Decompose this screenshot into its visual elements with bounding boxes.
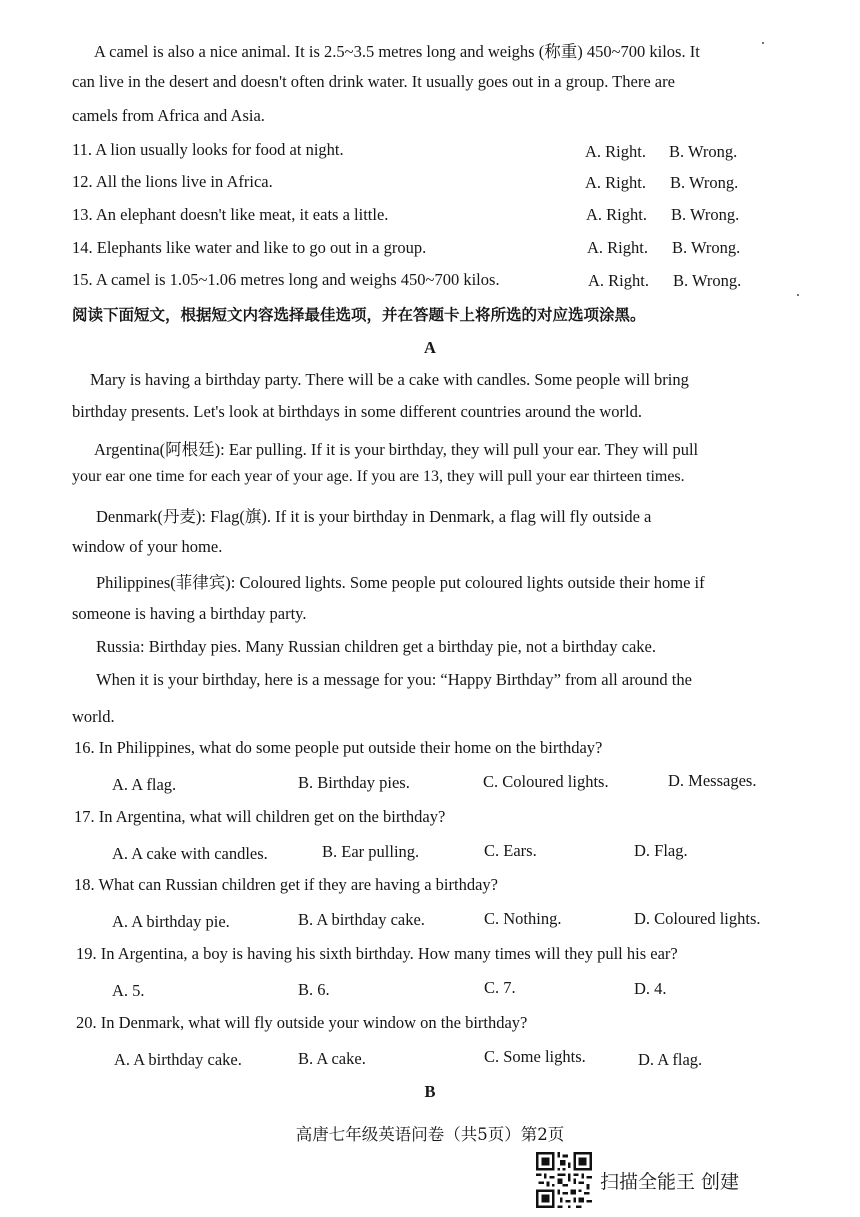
scanner-watermark-text: 扫描全能王 创建 [600,1171,740,1193]
question-19-option-a: A. 5. [112,981,145,1000]
tf-question-15: 15. A camel is 1.05~1.06 metres long and weighs 450~700 kilos. [72,270,500,289]
question-17-option-b: B. Ear pulling. [322,842,420,861]
passage-line-4: your ear one time for each year of your age. If you are 13, they will pull your ear thirteen times. [72,468,685,485]
tf-question-13: 13. An elephant doesn't like meat, it eats a little. [72,205,389,224]
passage-line-3: Argentina(阿根廷): Ear pulling. If it is your birthday, they will pull your ear. They will pull [94,440,699,459]
scan-speck [762,42,764,44]
tf-option-15-a: A. Right. [588,271,649,290]
question-16-option-b: B. Birthday pies. [298,773,410,792]
question-20-option-b: B. A cake. [298,1049,366,1068]
question-18-option-b: B. A birthday cake. [298,910,425,929]
question-19-option-b: B. 6. [298,980,330,999]
question-16: 16. In Philippines, what do some people put outside their home on the birthday? [74,738,603,757]
camel-paragraph-line-1: A camel is also a nice animal. It is 2.5~3.5 metres long and weighs (称重) 450~700 kilos. It [94,42,700,61]
question-19-option-d: D. 4. [634,979,667,998]
tf-question-11: 11. A lion usually looks for food at night. [72,140,344,159]
question-17-option-d: D. Flag. [634,841,688,860]
passage-line-11: world. [72,707,115,726]
question-18: 18. What can Russian children get if they are having a birthday? [74,875,498,894]
question-19-option-c: C. 7. [484,978,516,997]
tf-option-15-b: B. Wrong. [673,271,742,290]
passage-line-1: Mary is having a birthday party. There will be a cake with candles. Some people will bring [90,370,689,389]
section-b-heading: B [424,1082,436,1101]
question-18-option-a: A. A birthday pie. [112,912,230,931]
tf-option-12-b: B. Wrong. [670,173,739,192]
question-16-option-d: D. Messages. [668,771,757,790]
question-17-option-a: A. A cake with candles. [112,844,268,863]
question-16-option-a: A. A flag. [112,775,177,794]
reading-instruction: 阅读下面短文，根据短文内容选择最佳选项，并在答题卡上将所选的对应选项涂黑。 [72,305,646,324]
page-footer: 高唐七年级英语问卷（共5页）第2页 [295,1125,565,1144]
camel-paragraph-line-2: can live in the desert and doesn't often drink water. It usually goes out in a group. There are [72,72,675,91]
qr-code-icon [536,1152,592,1208]
passage-line-8: someone is having a birthday party. [72,604,307,623]
question-18-option-c: C. Nothing. [484,909,562,928]
question-16-option-c: C. Coloured lights. [483,772,609,791]
tf-question-14: 14. Elephants like water and like to go out in a group. [72,238,427,257]
tf-option-11-a: A. Right. [585,142,646,161]
tf-option-13-a: A. Right. [586,205,647,224]
passage-line-10: When it is your birthday, here is a message for you: “Happy Birthday” from all around the [96,670,692,689]
tf-option-11-b: B. Wrong. [669,142,738,161]
passage-line-6: window of your home. [72,537,223,556]
question-20-option-d: D. A flag. [638,1050,703,1069]
question-20-option-a: A. A birthday cake. [114,1050,242,1069]
tf-question-12: 12. All the lions live in Africa. [72,172,273,191]
passage-line-7: Philippines(菲律宾): Coloured lights. Some people put coloured lights outside their home if [96,573,705,592]
passage-line-5: Denmark(丹麦): Flag(旗). If it is your birthday in Denmark, a flag will fly outside a [96,507,652,526]
passage-line-2: birthday presents. Let's look at birthdays in some different countries around the world. [72,402,642,421]
question-17: 17. In Argentina, what will children get on the birthday? [74,807,446,826]
section-a-heading: A [424,338,436,357]
question-17-option-c: C. Ears. [484,841,537,860]
camel-paragraph-line-3: camels from Africa and Asia. [72,106,265,125]
passage-line-9: Russia: Birthday pies. Many Russian children get a birthday pie, not a birthday cake. [96,637,656,656]
question-18-option-d: D. Coloured lights. [634,909,761,928]
tf-option-14-b: B. Wrong. [672,238,741,257]
question-20: 20. In Denmark, what will fly outside your window on the birthday? [76,1013,528,1032]
question-19: 19. In Argentina, a boy is having his sixth birthday. How many times will they pull his ear? [76,944,678,963]
scan-speck [797,294,799,296]
tf-option-14-a: A. Right. [587,238,648,257]
question-20-option-c: C. Some lights. [484,1047,586,1066]
tf-option-13-b: B. Wrong. [671,205,740,224]
tf-option-12-a: A. Right. [585,173,646,192]
